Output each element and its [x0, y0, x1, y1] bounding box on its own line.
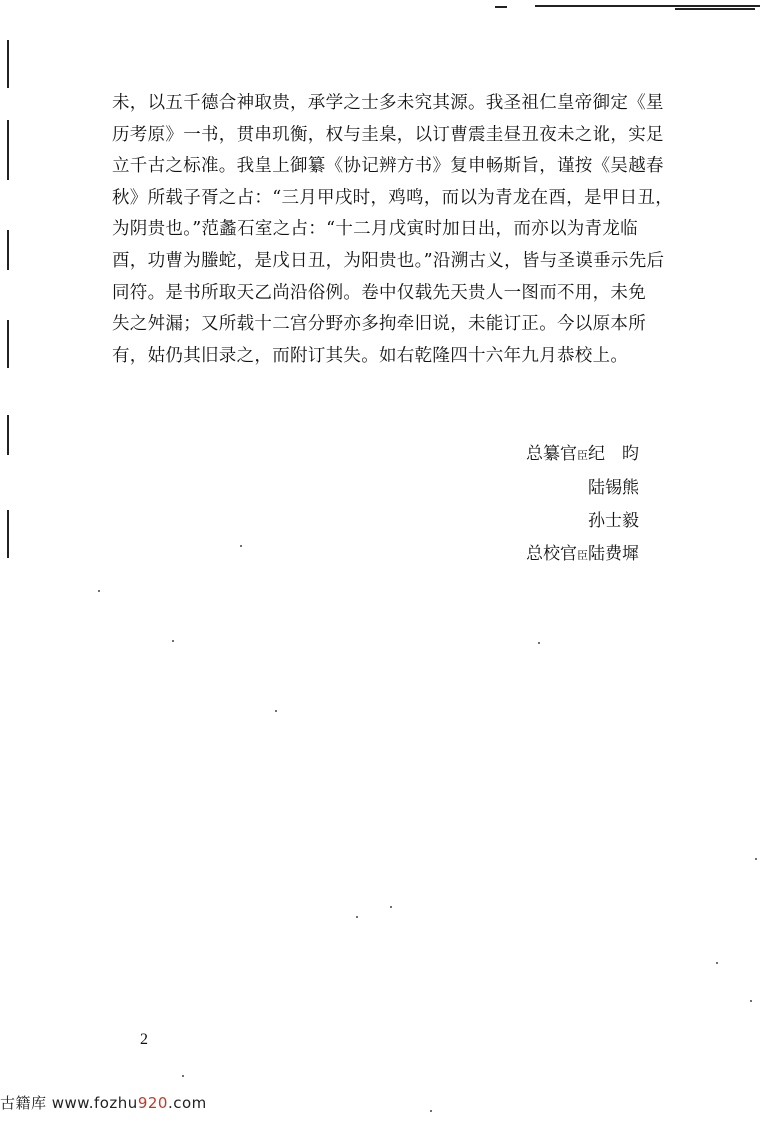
signature-block [526, 438, 639, 572]
watermark-suffix: .com [167, 1094, 207, 1112]
signature-name: 纪 昀 [588, 444, 639, 464]
signature-name: 陆锡熊 [588, 478, 639, 498]
site-watermark [0, 1092, 207, 1113]
body-line: 秋》所载子胥之占：“三月甲戌时，鸡鸣，而以为青龙在酉，是甲日丑， [112, 187, 674, 208]
signature-name: 陆费墀 [588, 544, 639, 564]
dust-speck [275, 710, 277, 712]
dust-speck [390, 906, 392, 908]
signature-subject-mark: 臣 [577, 549, 588, 562]
dust-speck [182, 1075, 184, 1077]
scan-edge-left-1 [7, 40, 9, 88]
scan-edge-left-2 [7, 120, 9, 180]
body-line: 立千古之标准。我皇上御纂《协记辨方书》复申畅斯旨，谨按《吴越春 [112, 156, 664, 177]
dust-speck [240, 545, 242, 547]
body-line: 失之舛漏；又所载十二宫分野亦多拘牵旧说，未能订正。今以原本所 [112, 314, 646, 335]
watermark-prefix: 古籍库 www.fozhu [0, 1094, 138, 1112]
signature-subject-mark: 臣 [577, 449, 588, 462]
dust-speck [356, 916, 358, 918]
signature-line [526, 538, 639, 572]
signature-name: 孙士毅 [588, 511, 639, 531]
body-line: 未，以五千德合神取贵，承学之士多未究其源。我圣祖仁皇帝御定《星 [112, 93, 664, 113]
page-number: 2 [140, 1031, 148, 1048]
signature-line [526, 505, 639, 538]
watermark-accent: 920 [137, 1094, 168, 1112]
dust-speck [716, 962, 718, 964]
scan-edge-left-4 [7, 320, 9, 368]
dust-speck [430, 1110, 432, 1112]
signature-title: 总校官 [526, 544, 577, 564]
body-paragraph [112, 88, 674, 372]
signature-line [526, 438, 639, 472]
body-line: 酉，功曹为螣蛇，是戊日丑，为阳贵也。”沿溯古义，皆与圣谟垂示先后 [112, 250, 665, 271]
dust-speck [172, 640, 174, 642]
signature-title: 总纂官 [526, 444, 577, 464]
dust-speck [755, 858, 757, 860]
dust-speck [98, 590, 100, 592]
scan-edge-left-6 [7, 510, 9, 558]
body-line: 同符。是书所取天乙尚沿俗例。卷中仅载先天贵人一图而不用，未免 [112, 282, 646, 303]
dust-speck [538, 642, 540, 644]
scan-edge-left-3 [7, 230, 9, 270]
scan-edge-left-5 [7, 415, 9, 455]
signature-line [526, 472, 639, 505]
dust-speck [750, 1000, 752, 1002]
body-line: 有，姑仍其旧录之，而附订其失。如右乾隆四十六年九月恭校上。 [112, 345, 629, 366]
body-line: 为阴贵也。”范蠡石室之占：“十二月戊寅时加日出，而亦以为青龙临 [112, 219, 638, 240]
body-line: 历考原》一书，贯串玑衡，权与圭臬，以订曹震圭昼丑夜未之讹，实足 [112, 124, 664, 145]
scan-edge-top [495, 5, 760, 11]
